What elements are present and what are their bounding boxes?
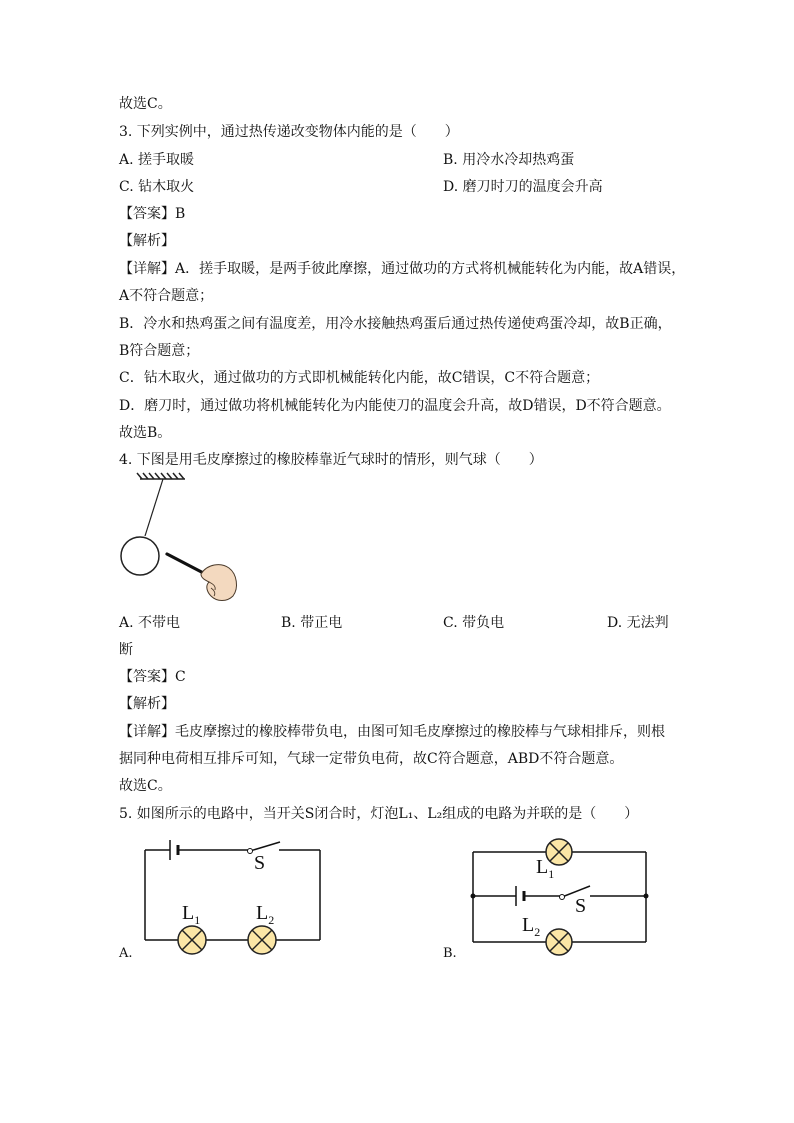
circuit-a-option-label: A. — [119, 946, 133, 961]
q4-analysis-title: 【解析】 — [119, 696, 175, 712]
q3-option-a: A. 搓手取暖 — [119, 152, 195, 168]
q4-detail-line: 【详解】毛皮摩擦过的橡胶棒带负电，由图可知毛皮摩擦过的橡胶棒与气球相排斥，则根 — [119, 724, 665, 740]
q5-stem: 5. 如图所示的电路中，当开关S闭合时，灯泡L₁、L₂组成的电路为并联的是（ ） — [119, 806, 639, 822]
q2-conclusion: 故选C。 — [119, 96, 172, 112]
q4-conclusion: 故选C。 — [119, 778, 172, 794]
q4-detail-line: 据同种电荷相互排斥可知，气球一定带负电荷，故C符合题意，ABD不符合题意。 — [119, 751, 624, 767]
q3-detail-line: C．钻木取火，通过做功的方式即机械能转化内能，故C错误，C不符合题意； — [119, 370, 600, 386]
battery-icon — [170, 840, 178, 860]
q3-analysis-title: 【解析】 — [119, 233, 175, 249]
circuit-a — [140, 840, 330, 960]
circuit-b-lamp1-sub: 1 — [548, 867, 555, 881]
q3-answer: 【答案】B — [119, 206, 186, 222]
circuit-b-lamp2-label — [522, 914, 540, 940]
q4-option-c: C. 带负电 — [443, 615, 505, 631]
hanging-thread — [145, 479, 163, 536]
switch-contact — [560, 895, 565, 900]
circuit-b-switch-label: S — [575, 895, 587, 917]
lamp-icon — [546, 929, 572, 955]
q3-stem: 3. 下列实例中，通过热传递改变物体内能的是（ ） — [119, 124, 459, 140]
q3-detail-line: 【详解】A．搓手取暖，是两手彼此摩擦，通过做功的方式将机械能转化为内能，故A错误， — [119, 261, 686, 277]
circuit-b — [468, 838, 653, 958]
q3-option-b: B. 用冷水冷却热鸡蛋 — [443, 152, 575, 168]
lamp-icon — [178, 926, 206, 954]
battery-icon — [516, 886, 524, 906]
circuit-b-lamp2-sub: 2 — [534, 925, 541, 939]
circuit-a-lamp1-label — [182, 902, 200, 928]
switch-contact — [248, 849, 253, 854]
q3-detail-line: B．冷水和热鸡蛋之间有温度差，用冷水接触热鸡蛋后通过热传递使鸡蛋冷却，故B正确， — [119, 316, 672, 332]
q4-option-d: D. 无法判 — [607, 615, 669, 631]
lamp-icon — [248, 926, 276, 954]
circuit-a-lamp1-letter: L — [182, 902, 195, 924]
balloon-rod-figure — [115, 476, 255, 616]
circuit-b-lamp1-label — [536, 856, 554, 882]
q4-stem: 4. 下图是用毛皮摩擦过的橡胶棒靠近气球时的情形，则气球（ ） — [119, 452, 543, 468]
q3-detail-line: B符合题意； — [119, 343, 200, 359]
q3-detail-line: D．磨刀时，通过做功将机械能转化为内能使刀的温度会升高，故D错误，D不符合题意。 — [119, 398, 671, 414]
circuit-a-switch-label: S — [254, 852, 266, 874]
circuit-a-lamp1-sub: 1 — [194, 913, 201, 927]
balloon — [121, 537, 159, 575]
q4-answer: 【答案】C — [119, 669, 186, 685]
circuit-a-lamp2-sub: 2 — [268, 913, 275, 927]
q3-option-c: C. 钻木取火 — [119, 179, 195, 195]
circuit-a-lamp2-letter: L — [256, 902, 269, 924]
q3-option-d: D. 磨刀时刀的温度会升高 — [443, 179, 603, 195]
circuit-b-option-label: B. — [443, 946, 457, 961]
q3-conclusion: 故选B。 — [119, 425, 172, 441]
q4-option-d-continued: 断 — [119, 642, 133, 658]
hand — [201, 565, 236, 601]
circuit-b-lamp1-letter: L — [536, 856, 549, 878]
q3-detail-line: A不符合题意； — [119, 288, 214, 304]
q4-option-a: A. 不带电 — [119, 615, 181, 631]
q4-option-b: B. 带正电 — [281, 615, 343, 631]
circuit-a-lamp2-label — [256, 902, 274, 928]
ceiling-support — [137, 473, 185, 479]
circuit-b-lamp2-letter: L — [522, 914, 535, 936]
